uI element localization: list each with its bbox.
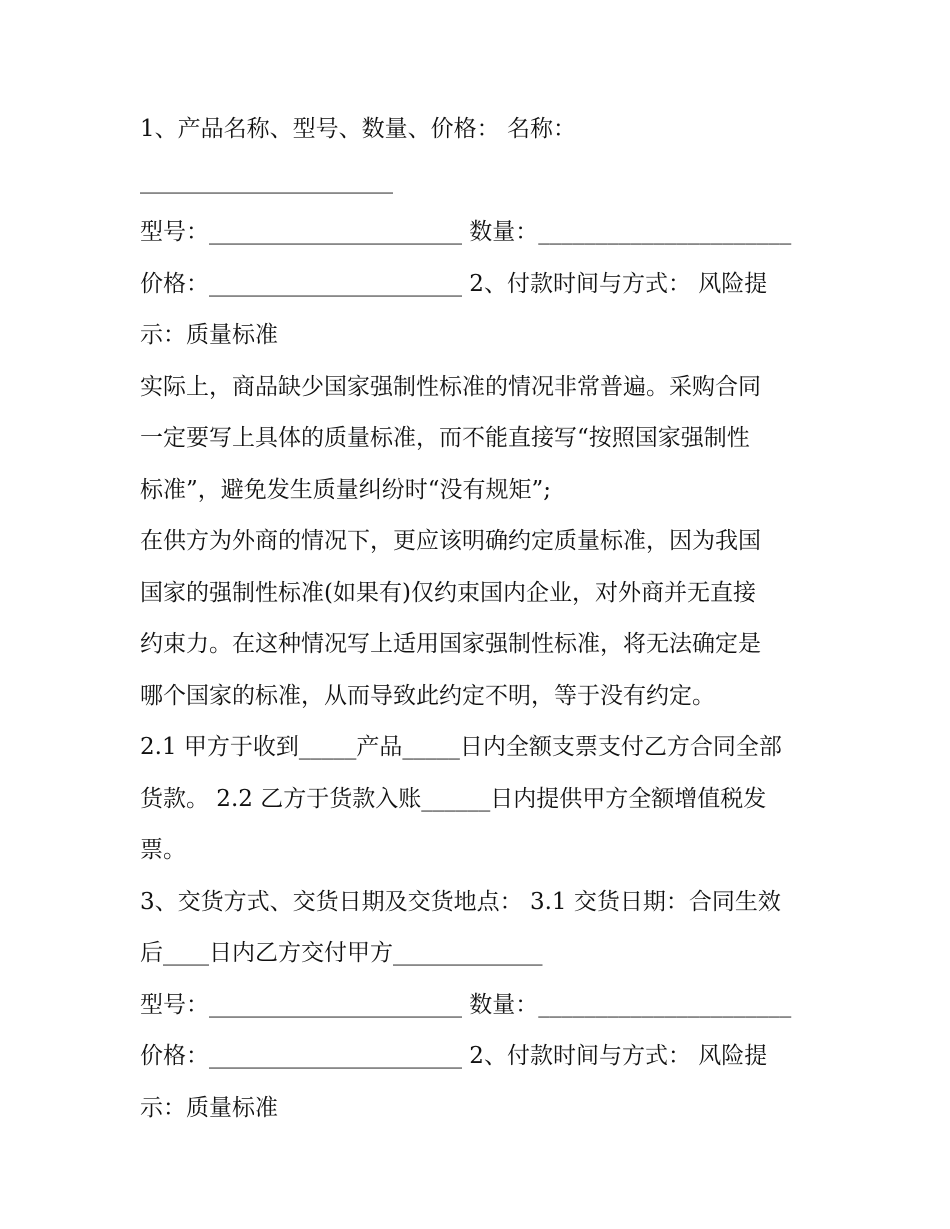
model-quantity-line: 型号：______________________ 数量：______________________	[140, 219, 792, 245]
paragraph-line: 约束力。在这种情况写上适用国家强制性标准，将无法确定是	[140, 631, 761, 657]
clause-2-2-line: 货款。 2.2 乙方于货款入账______日内提供甲方全额增值税发	[140, 785, 767, 812]
clause-2-2-end-line: 票。	[140, 837, 186, 863]
paragraph-line: 哪个国家的标准，从而导致此约定不明，等于没有约定。	[140, 682, 715, 709]
name-blank-line: ______________________	[140, 167, 393, 194]
paragraph-line: 在供方为外商的情况下，更应该明确约定质量标准，因为我国	[140, 528, 761, 554]
risk-tip-line: 示：质量标准	[140, 1094, 278, 1121]
section-3-heading: 3、交货方式、交货日期及交货地点： 3.1 交货日期：合同生效	[140, 888, 781, 915]
paragraph-line: 一定要写上具体的质量标准，而不能直接写“按照国家强制性	[140, 425, 750, 451]
document-body	[140, 104, 812, 1134]
section-1-heading: 1、产品名称、型号、数量、价格： 名称：	[140, 116, 576, 142]
paragraph-line: 标准”，避免发生质量纠纷时“没有规矩”;	[140, 476, 552, 503]
paragraph-line: 实际上，商品缺少国家强制性标准的情况非常普遍。采购合同	[140, 373, 761, 400]
paragraph-line: 国家的强制性标准(如果有)仅约束国内企业，对外商并无直接	[140, 579, 756, 606]
risk-tip-line: 示：质量标准	[140, 322, 278, 348]
clause-2-1-line: 2.1 甲方于收到_____产品_____日内全额支票支付乙方合同全部	[140, 734, 782, 760]
price-payment-line: 价格：______________________ 2、付款时间与方式： 风险提	[140, 1043, 768, 1069]
model-quantity-line: 型号：______________________ 数量：______________________	[140, 991, 792, 1018]
delivery-date-line: 后____日内乙方交付甲方_____________	[140, 940, 543, 966]
price-payment-line: 价格：______________________ 2、付款时间与方式： 风险提	[140, 270, 768, 297]
